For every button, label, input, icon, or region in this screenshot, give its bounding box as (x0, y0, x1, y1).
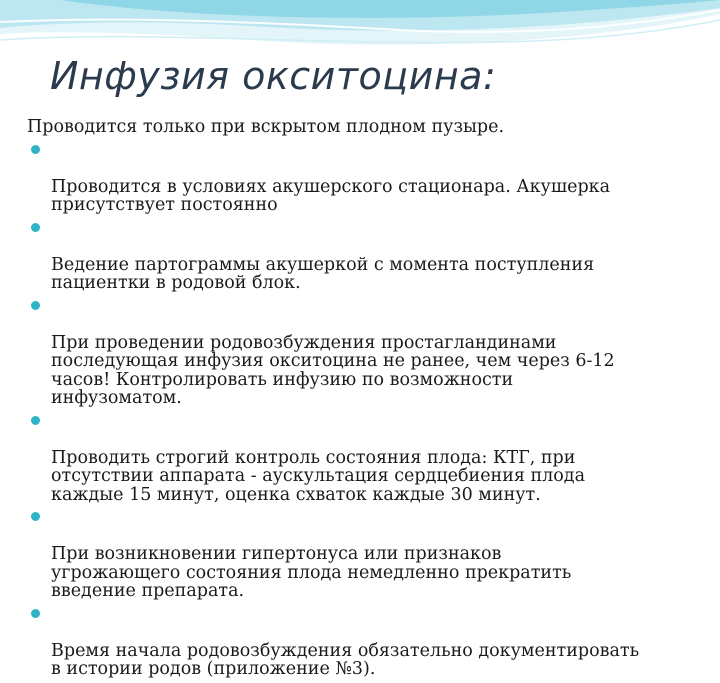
bullet-item (27, 219, 707, 293)
bullet-item (27, 412, 707, 505)
bullet-dot-icon (31, 416, 40, 425)
bullet-list (27, 141, 707, 679)
bullet-dot-icon (31, 512, 40, 521)
bullet-text: Время начала родовозбуждения обязательно документировать в истории родов (приложение №3). (51, 640, 640, 679)
page-title: Инфузия окситоцина: (50, 54, 497, 98)
bullet-text: Проводить строгий контроль состояния плода: КТГ, при отсутствии аппарата - аускультация сердцебиения плода каждые 15 минут, оценка схваток каждые 30 минут. (51, 447, 586, 505)
bullet-item (27, 141, 707, 215)
intro-text: Проводится только при вскрытом плодном пузыре. (27, 117, 505, 137)
bullet-item (27, 508, 707, 601)
bullet-text: При возникновении гипертонуса или признаков угрожающего состояния плода немедленно прекратить введение препарата. (51, 544, 572, 601)
bullet-dot-icon (31, 223, 40, 232)
bullet-dot-icon (31, 609, 40, 618)
bullet-dot-icon (31, 301, 40, 310)
bullet-text: При проведении родовозбуждения простагландинами последующая инфузия окситоцина не ранее, чем через 6-12 часов! Контролировать инфузию по возможности инфузоматом. (51, 332, 615, 408)
bullet-text: Проводится в условиях акушерского стационара. Акушерка присутствует постоянно (51, 176, 611, 215)
slide-content (27, 118, 707, 683)
bullet-text: Ведение партограммы акушеркой с момента поступления пациентки в родовой блок. (51, 254, 595, 293)
bullet-dot-icon (31, 145, 40, 154)
bullet-item (27, 297, 707, 408)
bullet-item (27, 605, 707, 679)
